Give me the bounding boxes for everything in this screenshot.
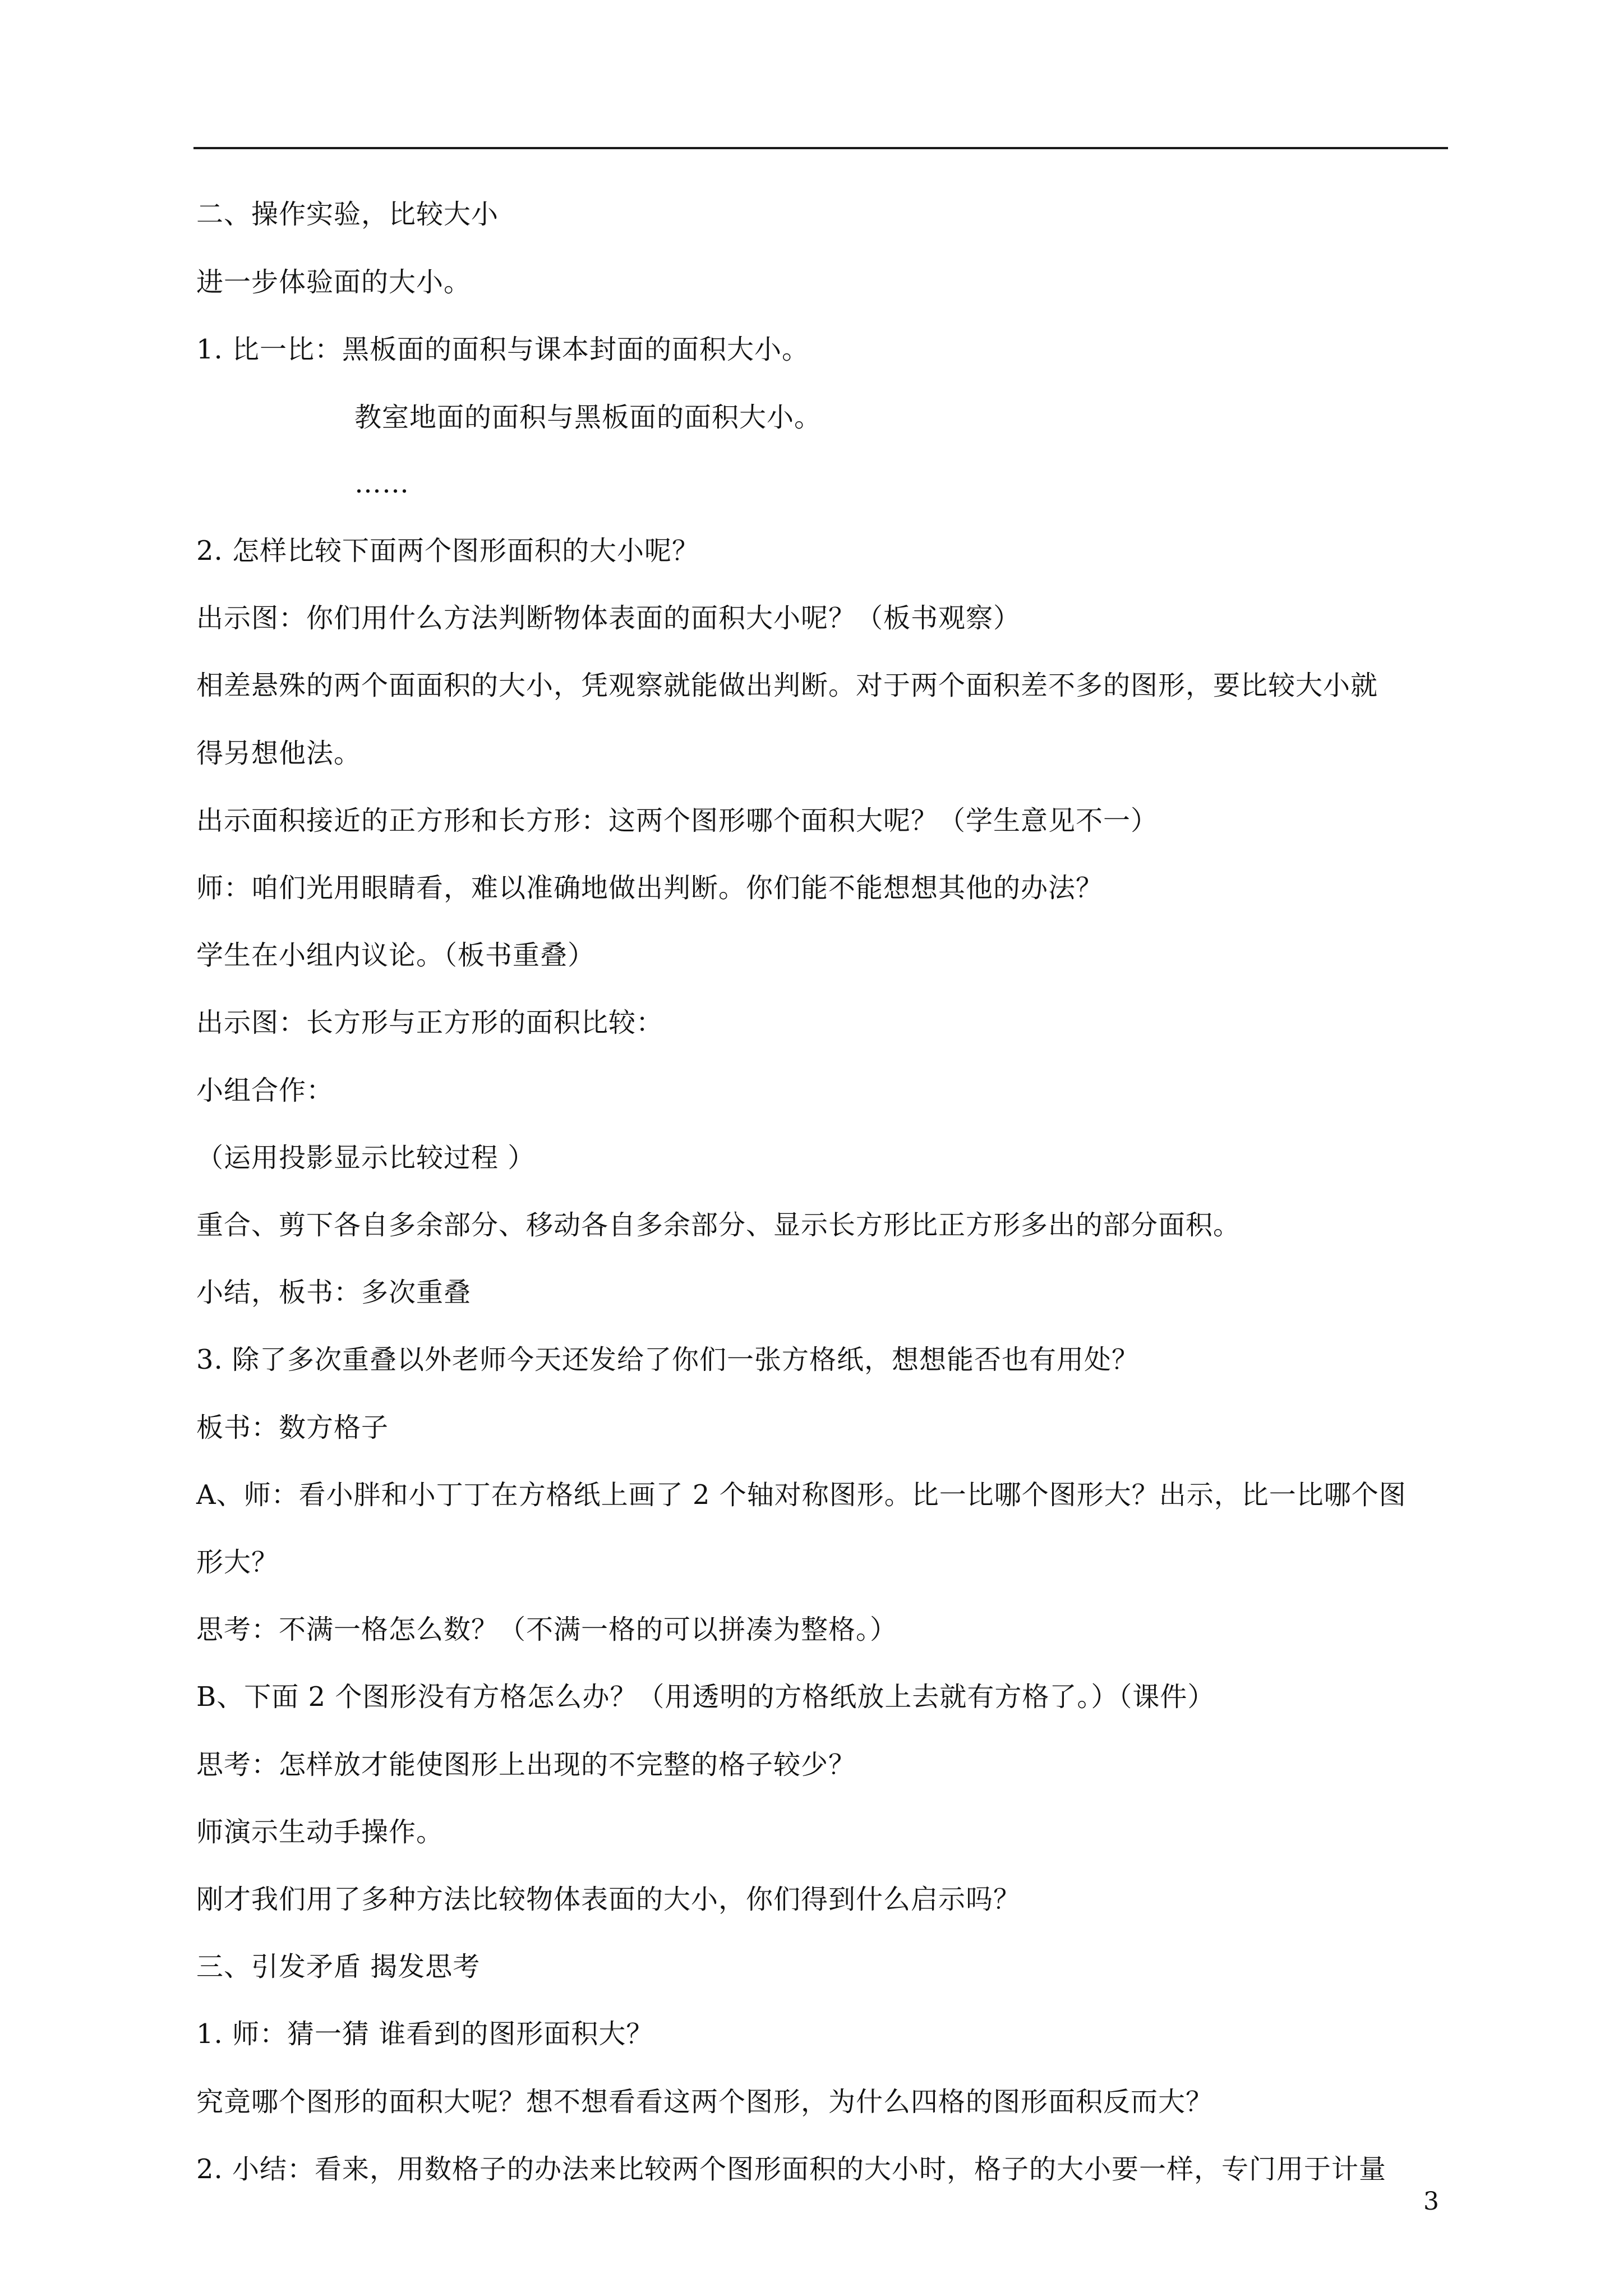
text-line: 出示图：你们用什么方法判断物体表面的面积大小呢？（板书观察） (196, 602, 1021, 634)
text-line: 形大？ (196, 1547, 279, 1578)
text-line: 教室地面的面积与黑板面的面积大小。 (354, 402, 822, 433)
text-line: （运用投影显示比较过程 ） (196, 1142, 536, 1174)
text-line: 小组合作： (196, 1075, 334, 1106)
text-line: 相差悬殊的两个面面积的大小，凭观察就能做出判断。对于两个面积差不多的图形，要比较大小就 (196, 670, 1378, 701)
text-line: 重合、剪下各自多余部分、移动各自多余部分、显示长方形比正方形多出的部分面积。 (196, 1209, 1241, 1241)
text-line: 二、操作实验，比较大小 (196, 199, 499, 230)
text-line: 3. 除了多次重叠以外老师今天还发给了你们一张方格纸，想想能否也有用处？ (196, 1344, 1140, 1375)
text-line: 究竟哪个图形的面积大呢？想不想看看这两个图形，为什么四格的图形面积反而大？ (196, 2086, 1214, 2118)
text-line: 思考：不满一格怎么数？（不满一格的可以拼凑为整格。） (196, 1614, 898, 1645)
text-line: 三、引发矛盾 揭发思考 (196, 1951, 481, 1982)
text-line: 出示面积接近的正方形和长方形：这两个图形哪个面积大呢？（学生意见不一） (196, 805, 1159, 836)
text-line: 小结，板书：多次重叠 (196, 1277, 472, 1308)
text-line: 思考：怎样放才能使图形上出现的不完整的格子较少？ (196, 1749, 856, 1780)
text-line: 刚才我们用了多种方法比较物体表面的大小，你们得到什么启示吗？ (196, 1884, 1021, 1915)
text-line: 1. 比一比：黑板面的面积与课本封面的面积大小。 (196, 334, 810, 365)
text-line: A、师：看小胖和小丁丁在方格纸上画了 2 个轴对称图形。比一比哪个图形大？出示，比一比哪个图 (196, 1479, 1407, 1511)
text-line: B、下面 2 个图形没有方格怎么办？（用透明的方格纸放上去就有方格了。）（课件） (196, 1681, 1215, 1713)
header-rule (193, 147, 1448, 149)
text-line: 进一步体验面的大小。 (196, 266, 472, 298)
text-line: 学生在小组内议论。（板书重叠） (196, 940, 596, 971)
page-number: 3 (1423, 2187, 1439, 2216)
text-line: 1. 师：猜一猜 谁看到的图形面积大？ (196, 2018, 654, 2050)
text-line: 出示图：长方形与正方形的面积比较： (196, 1007, 664, 1038)
text-line: 师：咱们光用眼睛看，难以准确地做出判断。你们能不能想想其他的办法？ (196, 872, 1104, 904)
text-line: 得另想他法。 (196, 738, 362, 769)
text-line: 师演示生动手操作。 (196, 1816, 444, 1848)
text-line: …… (354, 468, 409, 499)
text-line: 2. 小结：看来，用数格子的办法来比较两个图形面积的大小时，格子的大小要一样，专门用于计量 (196, 2154, 1387, 2185)
text-line: 板书：数方格子 (196, 1412, 389, 1443)
text-line: 2. 怎样比较下面两个图形面积的大小呢？ (196, 535, 700, 567)
